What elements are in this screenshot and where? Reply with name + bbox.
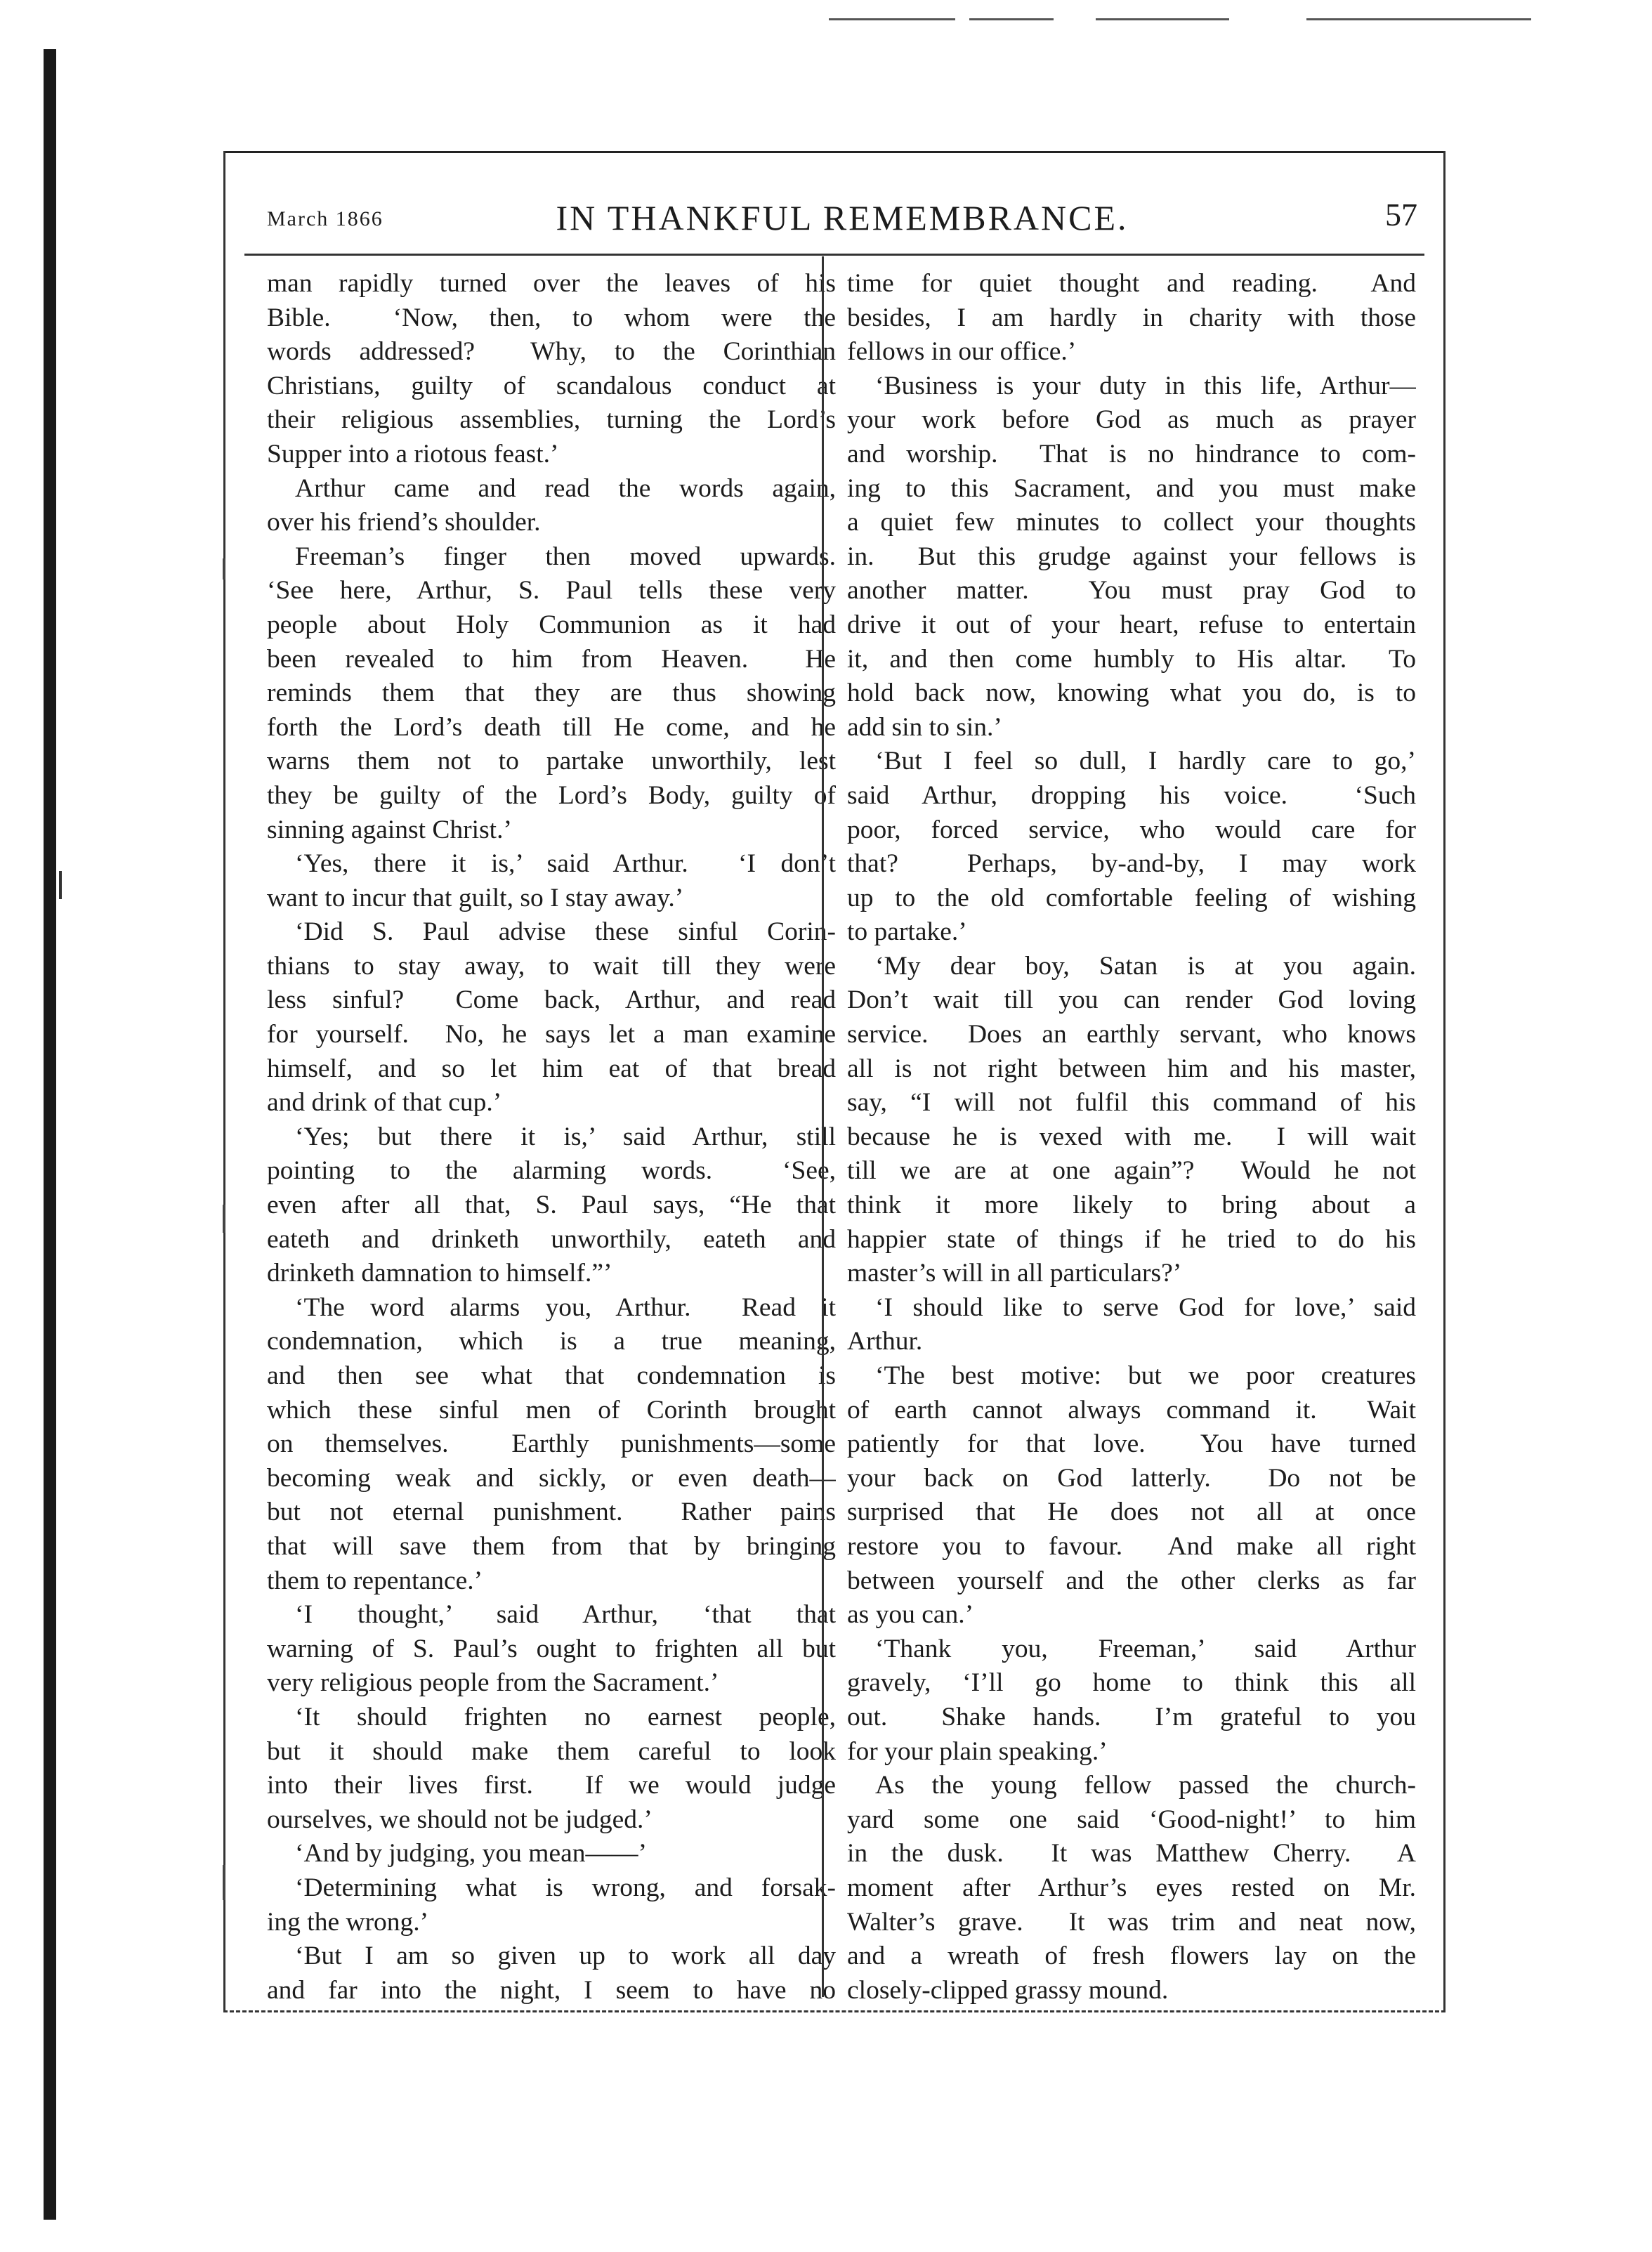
text-line: poor, forced service, who would care for: [847, 815, 1416, 844]
text-line: happier state of things if he tried to do his: [847, 1224, 1416, 1254]
text-line: even after all that, S. Paul says, “He that: [267, 1191, 836, 1220]
text-line: been revealed to him from Heaven. He: [267, 644, 836, 674]
text-line: in. But this grudge against your fellows is: [847, 542, 1416, 571]
text-line: but it should make them careful to look: [267, 1736, 836, 1766]
text-line: and far into the night, I seem to have no: [267, 1975, 836, 2005]
text-line: ‘Yes; but there it is,’ said Arthur, still: [295, 1122, 836, 1151]
margin-mark: [223, 558, 225, 580]
text-line: very religious people from the Sacrament.’: [267, 1668, 719, 1698]
text-line: out. Shake hands. I’m grateful to you: [847, 1702, 1416, 1731]
text-line: ‘It should frighten no earnest people,: [295, 1702, 836, 1731]
text-line: for yourself. No, he says let a man examine: [267, 1020, 836, 1049]
text-line: that? Perhaps, by-and-by, I may work: [847, 849, 1416, 879]
text-line: your back on God latterly. Do not be: [847, 1463, 1416, 1493]
text-line: into their lives first. If we would judge: [267, 1771, 836, 1800]
text-line: warning of S. Paul’s ought to frighten all but: [267, 1634, 836, 1663]
text-line: they be guilty of the Lord’s Body, guilty of: [267, 780, 836, 810]
printed-page: [223, 151, 1446, 2012]
text-line: which these sinful men of Corinth brought: [267, 1395, 836, 1425]
text-line: Christians, guilty of scandalous conduct at: [267, 371, 836, 400]
text-line: Bible. ‘Now, then, to whom were the: [267, 303, 836, 332]
text-line: ‘Business is your duty in this life, Arthur—: [875, 371, 1416, 400]
text-line: ‘But I feel so dull, I hardly care to go,’: [875, 747, 1416, 776]
text-line: think it more likely to bring about a: [847, 1191, 1416, 1220]
text-line: to partake.’: [847, 917, 967, 947]
text-line: them to repentance.’: [267, 1566, 483, 1595]
text-line: and drink of that cup.’: [267, 1088, 502, 1118]
text-line: ‘I should like to serve God for love,’ said: [875, 1292, 1416, 1322]
text-line: and a wreath of fresh flowers lay on the: [847, 1942, 1416, 1971]
text-line: Don’t wait till you can render God loving: [847, 986, 1416, 1015]
text-line: as you can.’: [847, 1600, 974, 1630]
text-line: man rapidly turned over the leaves of his: [267, 269, 836, 298]
text-line: time for quiet thought and reading. And: [847, 269, 1416, 298]
text-line: master’s will in all particulars?’: [847, 1259, 1182, 1288]
left-text-column: [267, 267, 836, 2008]
text-line: add sin to sin.’: [847, 712, 1002, 742]
text-line: forth the Lord’s death till He come, and he: [267, 712, 836, 742]
text-line: condemnation, which is a true meaning,: [267, 1327, 836, 1356]
right-text-column: [847, 267, 1416, 2008]
frame-bottom-rule: [223, 2010, 1446, 2012]
text-line: eateth and drinketh unworthily, eateth and: [267, 1224, 836, 1254]
text-line: people about Holy Communion as it had: [267, 610, 836, 639]
text-line: want to incur that guilt, so I stay away.’: [267, 883, 684, 912]
text-line: on themselves. Earthly punishments—some: [267, 1429, 836, 1459]
text-line: because he is vexed with me. I will wait: [847, 1122, 1416, 1151]
text-line: Freeman’s finger then moved upwards.: [295, 542, 836, 571]
text-line: ‘Yes, there it is,’ said Arthur. ‘I don’t: [295, 849, 836, 879]
text-line: and then see what that condemnation is: [267, 1361, 836, 1390]
text-line: sinning against Christ.’: [267, 815, 512, 844]
text-line: ‘I thought,’ said Arthur, ‘that that: [295, 1600, 836, 1630]
text-line: ‘And by judging, you mean——’: [295, 1839, 647, 1868]
text-line: but not eternal punishment. Rather pains: [267, 1498, 836, 1527]
text-line: besides, I am hardly in charity with those: [847, 303, 1416, 332]
text-line: Arthur came and read the words again,: [295, 473, 836, 503]
text-line: and worship. That is no hindrance to com-: [847, 439, 1416, 469]
text-line: ‘But I am so given up to work all day: [295, 1942, 836, 1971]
text-line: of earth cannot always command it. Wait: [847, 1395, 1416, 1425]
text-line: ‘Did S. Paul advise these sinful Corin-: [295, 917, 836, 947]
text-line: hold back now, knowing what you do, is to: [847, 679, 1416, 708]
text-line: drive it out of your heart, refuse to entertain: [847, 610, 1416, 639]
frame-left-rule: [223, 151, 225, 2012]
text-line: pointing to the alarming words. ‘See,: [267, 1156, 836, 1186]
header-rule: [244, 254, 1424, 256]
text-line: ‘See here, Arthur, S. Paul tells these very: [267, 576, 836, 605]
frame-top-rule: [223, 151, 1446, 153]
text-line: As the young fellow passed the church-: [875, 1771, 1416, 1800]
text-line: ourselves, we should not be judged.’: [267, 1805, 653, 1834]
text-line: ‘Determining what is wrong, and forsak-: [295, 1873, 836, 1902]
margin-mark: [223, 1205, 225, 1233]
text-line: fellows in our office.’: [847, 337, 1077, 367]
spine-mark: [59, 871, 62, 899]
text-line: ing to this Sacrament, and you must make: [847, 473, 1416, 503]
text-line: it, and then come humbly to His altar. To: [847, 644, 1416, 674]
text-line: said Arthur, dropping his voice. ‘Such: [847, 780, 1416, 810]
text-line: a quiet few minutes to collect your thoughts: [847, 508, 1416, 537]
text-line: becoming weak and sickly, or even death—: [267, 1463, 836, 1493]
text-line: their religious assemblies, turning the Lord’s: [267, 405, 836, 435]
text-line: in the dusk. It was Matthew Cherry. A: [847, 1839, 1416, 1868]
text-line: ing the wrong.’: [267, 1907, 429, 1937]
column-divider: [822, 256, 824, 1997]
text-line: surprised that He does not all at once: [847, 1498, 1416, 1527]
text-line: thians to stay away, to wait till they were: [267, 951, 836, 981]
text-line: Walter’s grave. It was trim and neat now,: [847, 1907, 1416, 1937]
text-line: another matter. You must pray God to: [847, 576, 1416, 605]
text-line: himself, and so let him eat of that bread: [267, 1054, 836, 1083]
text-line: over his friend’s shoulder.: [267, 508, 541, 537]
text-line: ‘The word alarms you, Arthur. Read it: [295, 1292, 836, 1322]
text-line: your work before God as much as prayer: [847, 405, 1416, 435]
text-line: ‘My dear boy, Satan is at you again.: [875, 951, 1416, 981]
text-line: service. Does an earthly servant, who knows: [847, 1020, 1416, 1049]
text-line: that will save them from that by bringing: [267, 1531, 836, 1561]
text-line: words addressed? Why, to the Corinthian: [267, 337, 836, 367]
text-line: up to the old comfortable feeling of wishing: [847, 883, 1416, 912]
text-line: gravely, ‘I’ll go home to think this all: [847, 1668, 1416, 1698]
top-scan-mark: [969, 18, 1054, 20]
page-number: 57: [1385, 197, 1417, 233]
text-line: less sinful? Come back, Arthur, and read: [267, 986, 836, 1015]
text-line: between yourself and the other clerks as far: [847, 1566, 1416, 1595]
text-line: reminds them that they are thus showing: [267, 679, 836, 708]
text-line: warns them not to partake unworthily, lest: [267, 747, 836, 776]
running-title: IN THANKFUL REMEMBRANCE.: [556, 198, 1129, 237]
text-line: Arthur.: [847, 1327, 923, 1356]
text-line: drinketh damnation to himself.”’: [267, 1259, 612, 1288]
text-line: for your plain speaking.’: [847, 1736, 1108, 1766]
top-scan-mark: [1096, 18, 1229, 20]
frame-right-rule: [1443, 151, 1446, 2012]
text-line: ‘Thank you, Freeman,’ said Arthur: [875, 1634, 1416, 1663]
top-scan-mark: [1306, 18, 1531, 20]
text-line: yard some one said ‘Good-night!’ to him: [847, 1805, 1416, 1834]
text-line: ‘The best motive: but we poor creatures: [875, 1361, 1416, 1390]
book-spine-shadow: [44, 49, 56, 2220]
text-line: till we are at one again”? Would he not: [847, 1156, 1416, 1186]
text-line: closely-clipped grassy mound.: [847, 1975, 1169, 2005]
running-date: March 1866: [267, 207, 383, 230]
text-line: restore you to favour. And make all right: [847, 1531, 1416, 1561]
text-line: Supper into a riotous feast.’: [267, 439, 559, 469]
text-line: say, “I will not fulfil this command of his: [847, 1088, 1416, 1118]
top-scan-mark: [829, 18, 955, 20]
text-line: moment after Arthur’s eyes rested on Mr.: [847, 1873, 1416, 1902]
text-line: patiently for that love. You have turned: [847, 1429, 1416, 1459]
running-header: [267, 192, 1417, 248]
margin-mark: [223, 1865, 225, 1900]
text-line: all is not right between him and his master,: [847, 1054, 1416, 1083]
